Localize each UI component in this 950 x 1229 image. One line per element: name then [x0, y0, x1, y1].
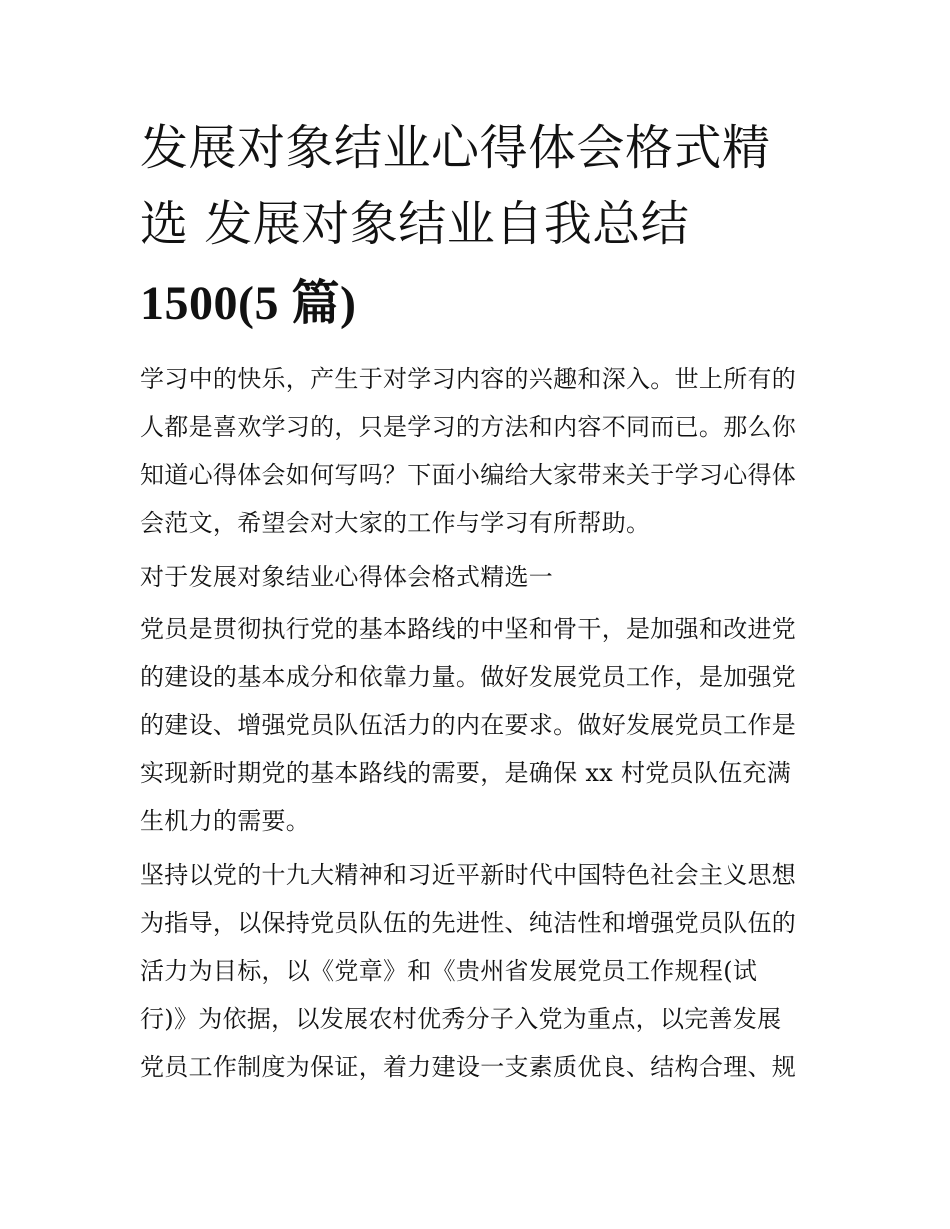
- paragraph-line-7: 的建设、增强党员队伍活力的内在要求。做好发展党员工作是: [140, 711, 797, 739]
- document-title-line-1: 发展对象结业心得体会格式精: [140, 120, 771, 176]
- paragraph-line-14: 党员工作制度为保证，着力建设一支素质优良、结构合理、规: [140, 1053, 797, 1081]
- paragraph-line-4: 会范文，希望会对大家的工作与学习有所帮助。: [140, 509, 651, 537]
- paragraph-line-2: 人都是喜欢学习的，只是学习的方法和内容不同而已。那么你: [140, 413, 797, 441]
- paragraph-line-5: 党员是贯彻执行党的基本路线的中坚和骨干，是加强和改进党: [140, 615, 797, 643]
- section-heading: 对于发展对象结业心得体会格式精选一: [140, 563, 554, 591]
- paragraph-line-1: 学习中的快乐，产生于对学习内容的兴趣和深入。世上所有的: [140, 365, 797, 393]
- paragraph-line-8: 实现新时期党的基本路线的需要，是确保 xx 村党员队伍充满: [140, 759, 792, 787]
- paragraph-line-13: 行)》为依据，以发展农村优秀分子入党为重点，以完善发展: [140, 1005, 782, 1033]
- document-title-line-2: 选 发展对象结业自我总结: [140, 196, 690, 252]
- paragraph-line-12: 活力为目标，以《党章》和《贵州省发展党员工作规程(试: [140, 957, 758, 985]
- paragraph-line-3: 知道心得体会如何写吗？下面小编给大家带来关于学习心得体: [140, 461, 797, 489]
- document-title-line-3: 1500(5 篇): [140, 277, 357, 330]
- paragraph-line-6: 的建设的基本成分和依靠力量。做好发展党员工作，是加强党: [140, 663, 797, 691]
- paragraph-line-11: 为指导，以保持党员队伍的先进性、纯洁性和增强党员队伍的: [140, 909, 797, 937]
- paragraph-line-9: 生机力的需要。: [140, 807, 311, 835]
- paragraph-line-10: 坚持以党的十九大精神和习近平新时代中国特色社会主义思想: [140, 861, 797, 889]
